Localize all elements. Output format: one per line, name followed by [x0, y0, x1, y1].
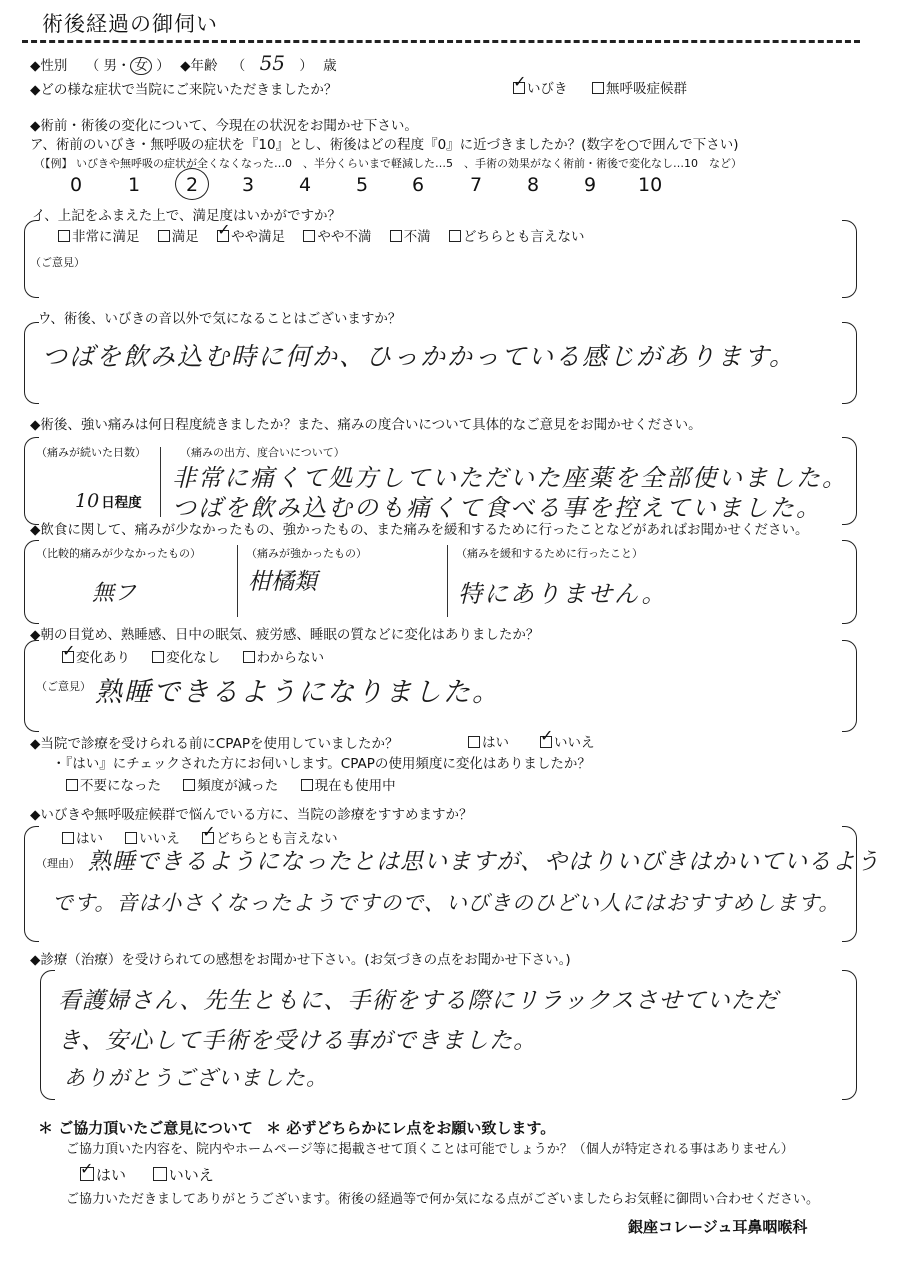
- scale-6[interactable]: 6: [412, 174, 425, 196]
- change-header: ◆術前・術後の変化について、今現在の状況をお聞かせ下さい。: [30, 118, 418, 134]
- symptom-option-snoring[interactable]: [513, 72, 568, 97]
- change-question-a: ア、術前のいびき・無呼吸の症状を『10』とし、術後はどの程度『0』に近づきましたか？(数字を○で囲んで下さい): [30, 137, 739, 153]
- satisfaction-option-dissatisfied[interactable]: [390, 229, 431, 245]
- clinic-name: 銀座コレージュ耳鼻咽喉科: [628, 1218, 808, 1236]
- checkbox[interactable]: [592, 82, 604, 94]
- footer-notice-instruction: ＊ 必ずどちらかにレ点をお願い致します。: [266, 1119, 556, 1137]
- scale-7[interactable]: 7: [470, 174, 483, 196]
- option-label: いいえ: [554, 735, 595, 751]
- cpap-sub-option-reduced[interactable]: [183, 778, 278, 794]
- impression-answer-line3[interactable]: ありがとうございました。: [64, 1066, 328, 1090]
- impression-answer-line2[interactable]: き、安心して手術を受ける事ができました。: [58, 1028, 538, 1054]
- impression-bracket-left: [40, 970, 55, 1100]
- scale-10[interactable]: 10: [638, 174, 663, 196]
- cpap-sub-option-unneeded[interactable]: [66, 778, 161, 794]
- option-label: 満足: [171, 229, 199, 245]
- food-relief-label: （痛みを緩和するために行ったこと）: [456, 547, 643, 560]
- food-relief-value[interactable]: 特にありません。: [458, 580, 668, 608]
- pain-degree-answer-line1[interactable]: 非常に痛くて処方していただいた座薬を全部使いました。: [172, 464, 848, 492]
- footer-option-yes[interactable]: [80, 1159, 127, 1184]
- gender-male[interactable]: 男: [103, 58, 117, 74]
- food-header: ◆飲食に関して、痛みが少なかったもの、強かったもの、また痛みを緩和するために行ったことなどがあればお聞かせください。: [30, 522, 809, 538]
- footer-options: [80, 1159, 214, 1185]
- satisfaction-option-very-satisfied[interactable]: [58, 229, 140, 245]
- scale-3[interactable]: 3: [242, 174, 255, 196]
- option-label: 変化あり: [76, 650, 130, 666]
- sleep-opinion-label: （ご意見）: [36, 680, 91, 693]
- scale-5[interactable]: 5: [356, 174, 369, 196]
- sleep-options: [62, 641, 325, 666]
- symptom-question: ◆どの様な症状で当院にご来院いただきましたか？: [30, 82, 338, 98]
- checkbox[interactable]: [449, 230, 461, 242]
- footer-option-no[interactable]: [153, 1166, 214, 1184]
- cpap-header: ◆当院で診療を受けられる前にCPAPを使用していましたか？: [30, 736, 399, 752]
- checkbox-checked[interactable]: ✓: [217, 230, 229, 242]
- gender-female[interactable]: 女: [130, 57, 152, 75]
- sleep-option-changed[interactable]: [62, 641, 130, 666]
- checkbox[interactable]: [62, 832, 74, 844]
- food-divider-1: [237, 545, 238, 617]
- footer-question: ご協力頂いた内容を、院内やホームページ等に掲載させて頂くことは可能でしょうか？（個人が特定される事はありません）: [66, 1142, 794, 1157]
- checkbox-checked[interactable]: ✓: [513, 82, 525, 94]
- option-label: 現在も使用中: [314, 778, 396, 794]
- checkbox[interactable]: [468, 736, 480, 748]
- option-label: はい: [482, 735, 509, 751]
- scale-0[interactable]: 0: [70, 174, 83, 196]
- age-unit: 歳: [323, 58, 337, 74]
- option-label: わからない: [256, 650, 325, 666]
- gender-dot: ・: [116, 58, 131, 74]
- cpap-sub-options: [66, 778, 396, 794]
- impression-answer-line1[interactable]: 看護婦さん、先生ともに、手術をする際にリラックスさせていただ: [58, 988, 779, 1014]
- age-open: （: [231, 58, 246, 74]
- pain-days-row: [75, 490, 142, 512]
- gender-open: （: [85, 58, 100, 74]
- pain-degree-label: （痛みの出方、度合いについて）: [180, 446, 345, 459]
- other-bracket-right: [842, 322, 857, 404]
- checkbox-checked[interactable]: ✓: [62, 651, 74, 663]
- satisfaction-header: イ、上記をふまえた上で、満足度はいかがですか？: [32, 208, 342, 224]
- food-less-pain-label: （比較的痛みが少なかったもの）: [36, 547, 201, 560]
- recommend-bracket-left: [24, 826, 39, 942]
- option-label: いいえ: [168, 1166, 214, 1184]
- checkbox[interactable]: [58, 230, 70, 242]
- sleep-option-unknown[interactable]: [243, 650, 325, 666]
- other-concerns-answer[interactable]: つばを飲み込む時に何か、ひっかかっている感じがあります。: [42, 342, 797, 371]
- pain-days-label: （痛みが続いた日数）: [36, 446, 146, 459]
- satisfaction-option-satisfied[interactable]: [158, 229, 199, 245]
- impression-bracket-right: [842, 970, 857, 1100]
- impression-header: ◆診療（治療）を受けられての感想をお聞かせ下さい。(お気づきの点をお聞かせ下さい。): [30, 952, 571, 968]
- footer-notice-title: ＊ ご協力頂いたご意見について: [38, 1119, 253, 1137]
- satisfaction-options: [58, 220, 585, 245]
- scale-8[interactable]: 8: [527, 174, 540, 196]
- title-underline: [22, 40, 860, 43]
- symptom-option-label: 無呼吸症候群: [606, 81, 687, 97]
- sleep-bracket-right: [842, 640, 857, 732]
- change-example: （【例】 いびきや無呼吸の症状が全くなくなった…0 、半分くらいまで軽減した…5 、手術の効果がなく術前・術後で変化なし…10 など）: [34, 157, 742, 170]
- checkbox[interactable]: [66, 779, 78, 791]
- option-label: 頻度が減った: [197, 778, 279, 794]
- pain-days-unit: 日程度: [101, 495, 142, 511]
- checkbox[interactable]: [390, 230, 402, 242]
- option-label: いいえ: [139, 831, 180, 847]
- other-bracket-left: [24, 322, 39, 404]
- checkbox[interactable]: [303, 230, 315, 242]
- satisfaction-option-somewhat-dissatisfied[interactable]: [303, 229, 371, 245]
- checkbox[interactable]: [153, 1167, 167, 1181]
- symptom-option-label: いびき: [527, 81, 568, 97]
- age-label: ◆年齢: [180, 58, 218, 74]
- recommend-header: ◆いびきや無呼吸症候群で悩んでいる方に、当院の診療をすすめますか？: [30, 807, 473, 823]
- footer-thanks: ご協力いただきましてありがとうございます。術後の経過等で何か気になる点がございましたらお気軽に御問い合わせください。: [66, 1192, 819, 1207]
- checkbox[interactable]: [183, 779, 195, 791]
- cpap-option-yes[interactable]: [468, 735, 509, 751]
- pain-header: ◆術後、強い痛みは何日程度続きましたか？また、痛みの度合いについて具体的なご意見をお聞かせください。: [30, 417, 702, 433]
- food-less-pain-value[interactable]: 無フ: [92, 581, 137, 606]
- checkbox[interactable]: [152, 651, 164, 663]
- option-label: どちらとも言えない: [216, 831, 338, 847]
- option-label: やや満足: [231, 229, 286, 245]
- checkbox-checked[interactable]: ✓: [202, 832, 214, 844]
- selection-circle: [175, 168, 209, 200]
- checkbox-checked[interactable]: ✓: [540, 736, 552, 748]
- satisfaction-option-neither[interactable]: [449, 229, 585, 245]
- scale-9[interactable]: 9: [584, 174, 597, 196]
- pain-divider: [160, 447, 161, 517]
- satisfaction-option-somewhat-satisfied[interactable]: [217, 220, 286, 245]
- cpap-sub-option-still-using[interactable]: [301, 778, 396, 794]
- gender-age-row: [30, 51, 337, 75]
- checkbox[interactable]: [158, 230, 170, 242]
- symptom-option-apnea[interactable]: [592, 81, 687, 97]
- scale-2-selected[interactable]: 2: [186, 174, 199, 196]
- option-label: どちらとも言えない: [462, 229, 585, 245]
- sleep-option-unchanged[interactable]: [152, 650, 220, 666]
- recommend-reason-line1[interactable]: 熟睡できるようになったとは思いますが、やはりいびきはかいているよう: [88, 849, 880, 875]
- food-divider-2: [447, 545, 448, 617]
- footer-notice: [38, 1117, 555, 1138]
- age-value[interactable]: 55: [259, 51, 286, 75]
- food-strong-pain-value[interactable]: 柑橘類: [248, 569, 317, 595]
- option-label: 不満: [403, 229, 431, 245]
- page-title: 術後経過の御伺い: [42, 12, 218, 36]
- option-label: 非常に満足: [72, 229, 140, 245]
- cpap-option-no[interactable]: [540, 726, 595, 751]
- option-label: はい: [96, 1166, 127, 1184]
- other-concerns-header: ウ、術後、いびきの音以外で気になることはございますか？: [38, 311, 402, 327]
- option-label: 不要になった: [80, 778, 161, 794]
- gender-close: ）: [156, 58, 170, 74]
- scale-4[interactable]: 4: [299, 174, 312, 196]
- pain-days-value[interactable]: 10: [75, 490, 100, 512]
- food-strong-pain-label: （痛みが強かったもの）: [246, 547, 367, 560]
- option-label: はい: [76, 831, 103, 847]
- sleep-header: ◆朝の目覚め、熟睡感、日中の眠気、疲労感、睡眠の質などに変化はありましたか？: [30, 627, 540, 643]
- scale-1[interactable]: 1: [128, 174, 141, 196]
- checkbox-checked[interactable]: ✓: [80, 1167, 94, 1181]
- cpap-sub-question: ・『はい』にチェックされた方にお伺いします。CPAPの使用頻度に変化はありましたか？: [52, 756, 591, 772]
- sleep-answer[interactable]: 熟睡できるようになりました。: [95, 677, 501, 708]
- gender-label: ◆性別: [30, 58, 68, 74]
- recommend-reason-label: （理由）: [36, 857, 80, 870]
- satisfaction-bracket-right: [842, 220, 857, 298]
- option-label: やや不満: [317, 229, 372, 245]
- satisfaction-opinion-label: （ご意見）: [30, 256, 85, 269]
- recommend-reason-line2[interactable]: です。音は小さくなったようですので、いびきのひどい人にはおすすめします。: [52, 891, 841, 915]
- food-bracket-right: [842, 540, 857, 624]
- checkbox[interactable]: [301, 779, 313, 791]
- age-close: ）: [299, 58, 313, 74]
- option-label: 変化なし: [166, 650, 221, 666]
- checkbox[interactable]: [243, 651, 255, 663]
- pain-degree-answer-line2[interactable]: つばを飲み込むのも痛くて食べる事を控えていました。: [172, 494, 822, 522]
